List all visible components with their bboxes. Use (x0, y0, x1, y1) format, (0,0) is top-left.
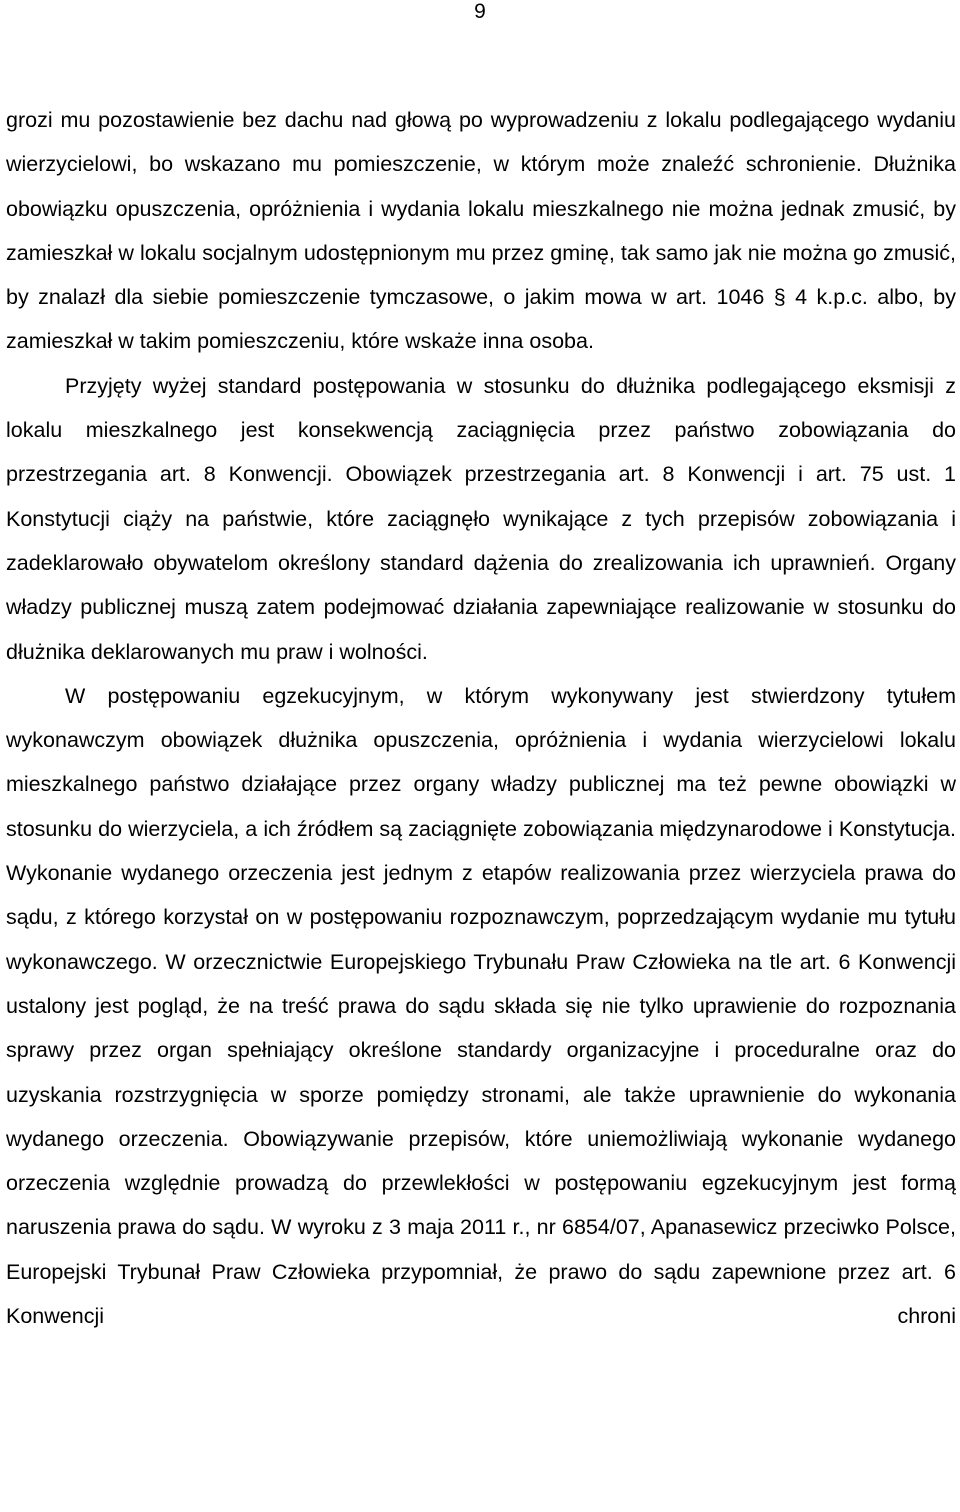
document-body (6, 98, 956, 1338)
paragraph-1: grozi mu pozostawienie bez dachu nad głową po wyprowadzeniu z lokalu podlegającego wydaniu wierzycielowi, bo wskazano mu pomieszczenie, w którym może znaleźć schronienie. Dłużnika obowiązku opuszczenia, opróżnienia i wydania lokalu mieszkalnego nie można jednak zmusić, by zamieszkał w lokalu socjalnym udostępnionym mu przez gminę, tak samo jak nie można go zmusić, by znalazł dla siebie pomieszczenie tymczasowe, o jakim mowa w art. 1046 § 4 k.p.c. albo, by zamieszkał w takim pomieszczeniu, które wskaże inna osoba. (6, 108, 956, 354)
paragraph-2: Przyjęty wyżej standard postępowania w stosunku do dłużnika podlegającego eksmisji z lokalu mieszkalnego jest konsekwencją zaciągnięcia przez państwo zobowiązania do przestrzegania art. 8 Konwencji. Obowiązek przestrzegania art. 8 Konwencji i art. 75 ust. 1 Konstytucji ciąży na państwie, które zaciągnęło wynikające z tych przepisów zobowiązania i zadeklarowało obywatelom określony standard dążenia do zrealizowania ich uprawnień. Organy władzy publicznej muszą zatem podejmować działania zapewniające realizowanie w stosunku do dłużnika deklarowanych mu praw i wolności. (6, 373, 956, 664)
paragraph-3: W postępowaniu egzekucyjnym, w którym wykonywany jest stwierdzony tytułem wykonawczym obowiązek dłużnika opuszczenia, opróżnienia i wydania wierzycielowi lokalu mieszkalnego państwo działające przez organy władzy publicznej ma też pewne obowiązki w stosunku do wierzyciela, a ich źródłem są zaciągnięte zobowiązania międzynarodowe i Konstytucja. Wykonanie wydanego orzeczenia jest jednym z etapów realizowania przez wierzyciela prawa do sądu, z którego korzystał on w postępowaniu rozpoznawczym, poprzedzającym wydanie mu tytułu wykonawczego. W orzecznictwie Europejskiego Trybunału Praw Człowieka na tle art. 6 Konwencji ustalony jest pogląd, że na treść prawa do sądu składa się nie tylko uprawienie do rozpoznania sprawy przez organ spełniający określone standardy organizacyjne i proceduralne oraz do uzyskania rozstrzygnięcia w sporze pomiędzy stronami, ale także uprawnienie do wykonania wydanego orzeczenia. Obowiązywanie przepisów, które uniemożliwiają wykonanie wydanego orzeczenia względnie prowadzą do przewlekłości w postępowaniu egzekucyjnym jest formą naruszenia prawa do sądu. W wyroku z 3 maja 2011 r., nr 6854/07, Apanasewicz przeciwko Polsce, Europejski Trybunał Praw Człowieka przypomniał, że prawo do sądu zapewnione przez art. 6 Konwencji chroni (6, 683, 956, 1329)
page-number: 9 (474, 0, 486, 23)
